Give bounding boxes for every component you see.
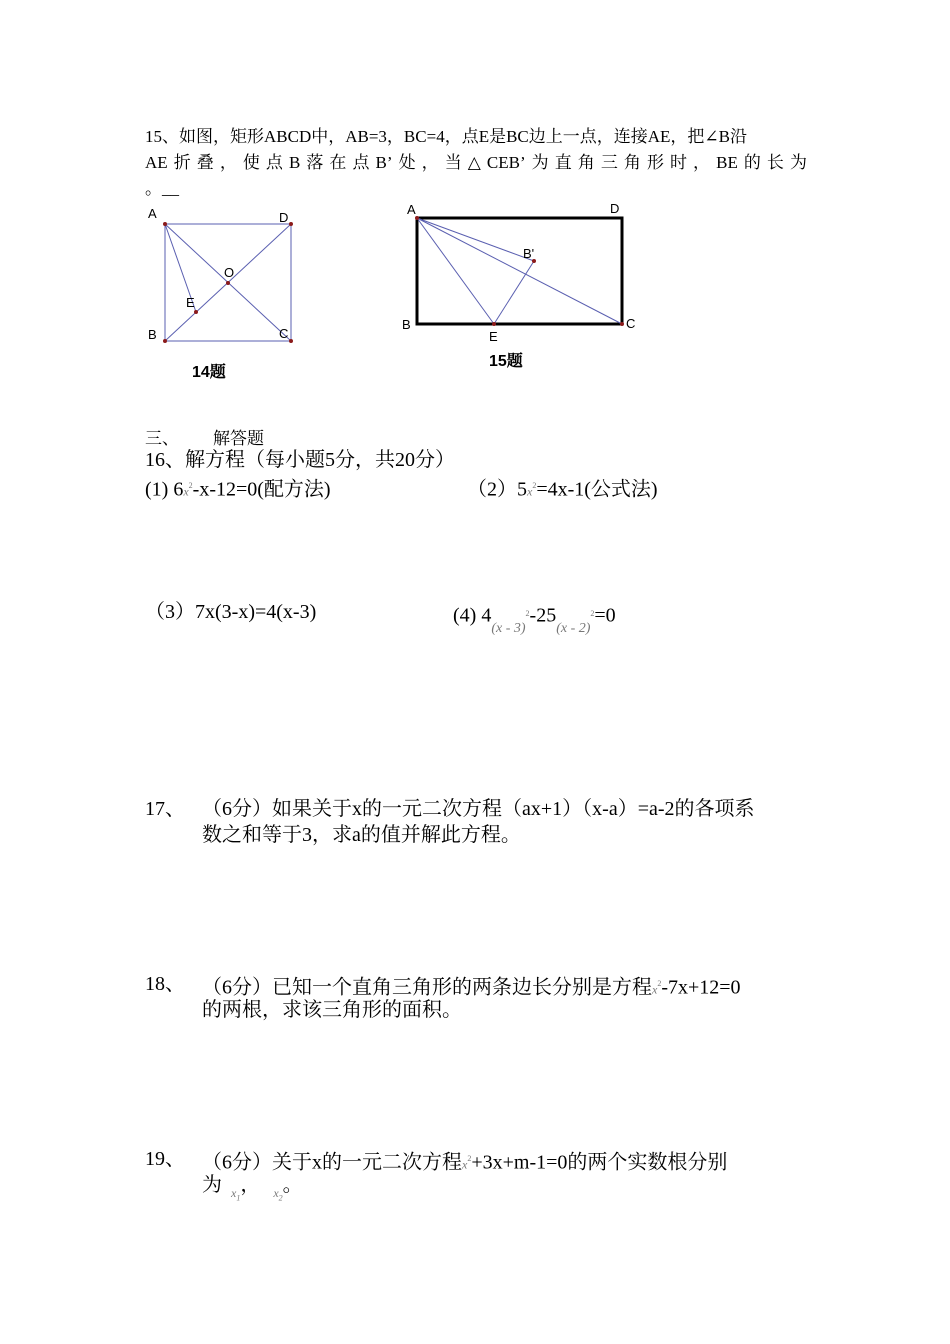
q18-number: 18、 bbox=[145, 973, 185, 995]
q16-p4-suffix: =0 bbox=[594, 604, 616, 627]
q16-p1-x: x bbox=[183, 484, 189, 499]
point-a-14 bbox=[163, 222, 167, 226]
q19-line2-suffix: 。 bbox=[282, 1174, 303, 1196]
point-e-15 bbox=[492, 322, 496, 326]
q19-x1-sub: 1 bbox=[236, 1193, 241, 1203]
q18-line2: 的两根，求该三角形的面积。 bbox=[202, 999, 462, 1021]
q19-x: x bbox=[462, 1157, 468, 1172]
q16-p4-sq-a: 2 bbox=[525, 609, 530, 618]
label-d-14: D bbox=[279, 210, 289, 225]
label-e-15: E bbox=[489, 329, 498, 344]
label-e-14: E bbox=[186, 295, 195, 310]
point-d-14 bbox=[289, 222, 293, 226]
q15-line3: 。__ bbox=[145, 179, 179, 198]
figure-14 bbox=[140, 200, 320, 390]
label-c-15: C bbox=[626, 316, 636, 331]
caption-14: 14题 bbox=[192, 364, 226, 381]
label-a-15: A bbox=[407, 202, 416, 217]
q16-part3: （3）7x(3-x)=4(x-3) bbox=[145, 601, 317, 623]
q17-line1: （6分）如果关于x的一元二次方程（ax+1）（x-a）=a-2的各项系 bbox=[202, 798, 755, 820]
q16-p4-expr-a: (x - 3) bbox=[491, 620, 526, 636]
q16-part4 bbox=[453, 599, 616, 636]
q16-part1 bbox=[145, 473, 331, 505]
q19-number: 19、 bbox=[145, 1148, 185, 1170]
label-b-prime-15: B' bbox=[523, 246, 535, 261]
q16-p1-suffix: -x-12=0(配方法) bbox=[192, 478, 331, 501]
q19-x2 bbox=[273, 1186, 283, 1203]
q19-x2-var: x bbox=[273, 1186, 279, 1200]
point-o-14 bbox=[226, 281, 230, 285]
point-c-15 bbox=[620, 322, 624, 326]
q19-x2-sub: 2 bbox=[278, 1193, 283, 1203]
q19-x1-var: x bbox=[231, 1186, 237, 1200]
q19-line2 bbox=[202, 1172, 303, 1205]
label-b-15: B bbox=[402, 317, 411, 332]
q19-sq: 2 bbox=[467, 1154, 472, 1163]
q16-p2-x: x bbox=[527, 484, 533, 499]
q18-x: x bbox=[652, 982, 658, 997]
q16-p4-prefix: (4) 4 bbox=[453, 604, 492, 627]
q16-p2-suffix: =4x-1(公式法) bbox=[536, 478, 658, 501]
q16-p4-mid: -25 bbox=[529, 604, 557, 627]
caption-15: 15题 bbox=[489, 353, 523, 370]
label-c-14: C bbox=[279, 326, 289, 341]
q16-p4-expr-b: (x - 2) bbox=[556, 620, 591, 636]
q16-p2-sq: 2 bbox=[532, 481, 537, 490]
point-b-14 bbox=[163, 339, 167, 343]
q16-part2 bbox=[467, 473, 658, 505]
label-o-14: O bbox=[224, 265, 235, 280]
q18-sq: 2 bbox=[657, 979, 662, 988]
q16-p1-prefix: (1) 6 bbox=[145, 478, 184, 501]
q15-line2: AE折叠，使点B落在点B’处，当△CEB’为直角三角形时，BE的长为 bbox=[145, 153, 807, 172]
q19-line2-sep: ， bbox=[240, 1174, 261, 1196]
q19-x1 bbox=[231, 1186, 241, 1203]
q19-line1-suffix: +3x+m-1=0的两个实数根分别 bbox=[471, 1151, 728, 1174]
segment-ae-15 bbox=[417, 218, 494, 324]
figure-15-lines bbox=[417, 218, 622, 324]
diag-ac-15 bbox=[417, 218, 622, 324]
label-a-14: A bbox=[148, 206, 157, 221]
section-number: 三、 bbox=[145, 429, 179, 448]
q16-title: 16、解方程（每小题5分，共20分） bbox=[145, 449, 455, 471]
q18-line1-suffix: -7x+12=0 bbox=[661, 976, 741, 999]
point-c-14 bbox=[289, 339, 293, 343]
section-title: 解答题 bbox=[213, 429, 264, 448]
q18-line1-prefix: （6分）已知一个直角三角形的两条边长分别是方程 bbox=[202, 976, 652, 999]
point-e-14 bbox=[194, 310, 198, 314]
q17-number: 17、 bbox=[145, 798, 185, 820]
figure-15 bbox=[398, 198, 648, 378]
q16-p4-sq-b: 2 bbox=[590, 609, 595, 618]
label-d-15: D bbox=[610, 201, 620, 216]
q19-line2-prefix: 为 bbox=[202, 1174, 222, 1196]
q17-line2: 数之和等于3，求a的值并解此方程。 bbox=[202, 824, 521, 846]
label-b-14: B bbox=[148, 327, 157, 342]
segment-ab-prime-15 bbox=[417, 218, 534, 261]
q19-line1-prefix: （6分）关于x的一元二次方程 bbox=[202, 1151, 462, 1174]
q15-line1: 15、如图，矩形ABCD中，AB=3，BC=4，点E是BC边上一点，连接AE，把∠B沿 bbox=[145, 127, 748, 146]
q16-p1-sq: 2 bbox=[188, 481, 193, 490]
q16-p2-prefix: （2）5 bbox=[467, 478, 527, 501]
segment-eb-prime-15 bbox=[494, 261, 534, 324]
